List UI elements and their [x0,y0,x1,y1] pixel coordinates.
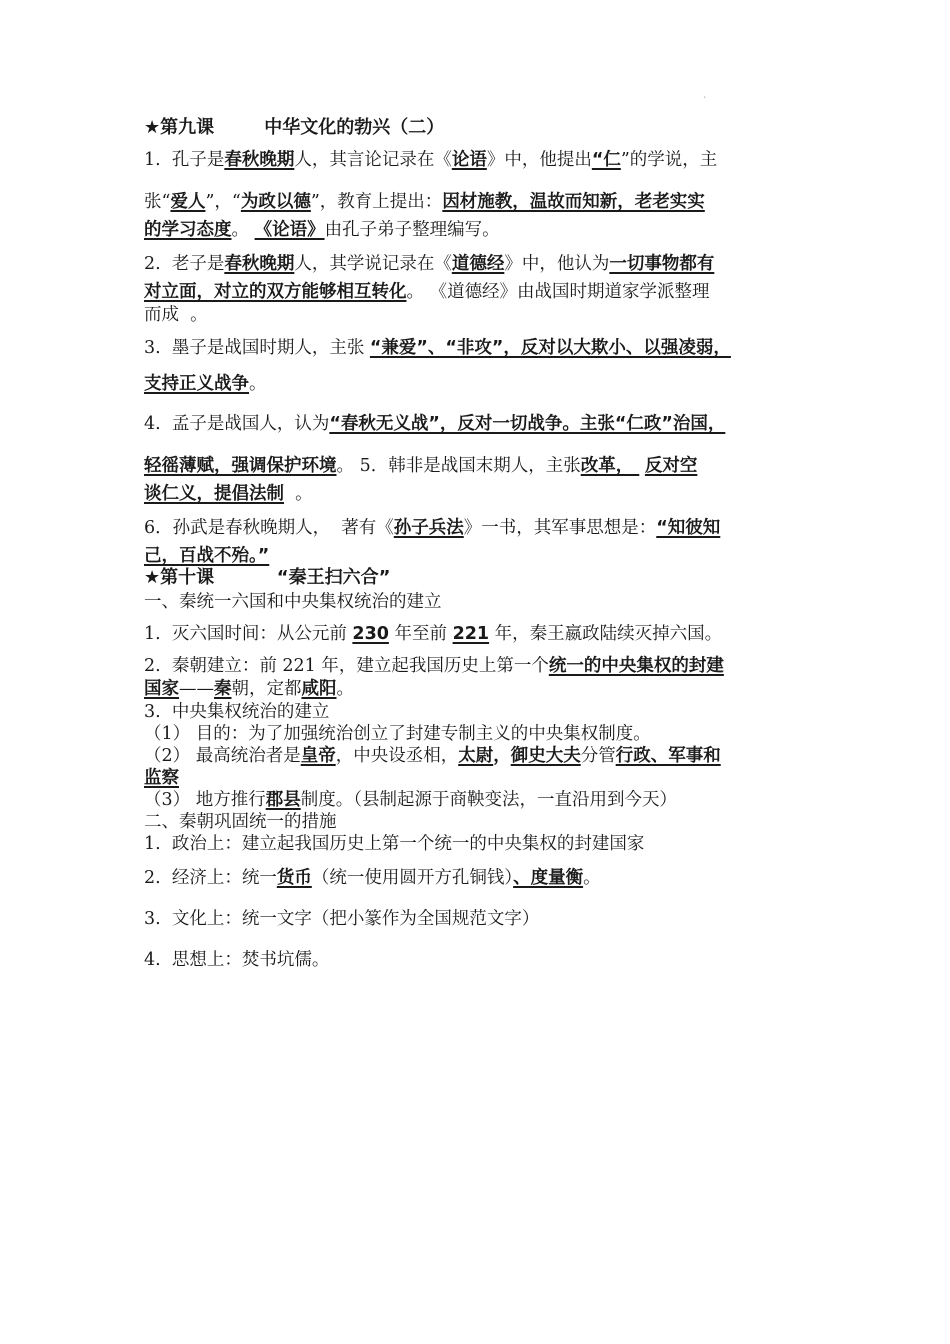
text-line [144,788,824,812]
body-text: 1. 政治上：建立起我国历史上第一个统一的中央集权的封建国家 [144,834,645,854]
key-term: 230 [352,624,389,644]
body-text: 而成 。 [144,305,208,325]
body-text: ，中央设丞相， [335,746,459,766]
key-term: 春秋晚期 [224,150,295,170]
key-term: 221 [452,624,490,644]
key-term: 行政、军事和 [615,746,721,766]
key-term: 太尉 [458,746,494,766]
body-text: 》一书，其军事思想是： [463,518,657,538]
body-text: 3. 文化上：统一文字（把小篆作为全国规范文字） [144,909,540,929]
key-term: 监察 [144,768,179,788]
bold-text: ， [493,746,511,766]
body-text: 6．孙武是春秋晚期人， 著有《 [144,518,394,538]
text-line [144,700,824,724]
body-text: 3. 中央集权统治的建立 [144,702,330,722]
key-term: 支持正义战争 [144,374,249,394]
body-text: 由孔子弟子整理编写。 [324,220,500,240]
text-line [144,544,824,568]
key-term: 反对空 [644,456,698,476]
body-text: （2） 最高统治者是 [144,746,301,766]
text-line [144,948,824,972]
text-line [144,832,824,856]
text-line [144,907,824,931]
body-text: 。 [583,868,601,888]
text-line [144,303,824,327]
key-term: 国家 [144,679,179,699]
key-term: 春秋晚期 [224,254,295,274]
key-term: “兼爱”、“非攻”，反对以大欺小、以强凌弱， [369,338,731,358]
body-text: （1） 目的：为了加强统治创立了封建专制主义的中央集权制度。 [144,724,651,744]
key-term: 皇帝 [300,746,336,766]
body-text: （统一使用圆开方孔铜钱） [311,868,514,888]
key-term: 爱人 [170,192,206,212]
body-text: 年，秦王嬴政陆续灭掉六国。 [489,624,723,644]
key-term: 因材施教，温故而知新，老老实实 [442,192,705,212]
body-text: 。 [249,374,267,394]
body-text: （3） 地方推行 [144,790,266,810]
text-line [144,810,824,834]
key-term: “仁 [591,150,621,170]
text-line [144,148,824,172]
text-line [144,454,824,478]
body-text: 二、秦朝巩固统一的措施 [144,812,337,832]
key-term: 谈仁义，提倡法制 [144,484,284,504]
body-text: 4. 思想上：焚书坑儒。 [144,950,330,970]
key-term: 论语 [451,150,487,170]
lesson-heading: 中华文化的勃兴（二） [214,117,445,138]
lesson-heading: ★第九课 [144,117,215,138]
body-text: 。 [231,220,255,240]
text-line [144,412,824,436]
key-term: 孙子兵法 [393,518,464,538]
text-line [144,566,824,590]
key-term: 郡县 [265,790,301,810]
key-term: 轻徭薄赋，强调保护环境 [144,456,337,476]
text-line [144,482,824,506]
body-text: 》中，他提出 [486,150,592,170]
body-text: ”的学说，主 [620,150,718,170]
text-line [144,766,824,790]
body-text: 2. 秦朝建立：前 221 年，建立起我国历史上第一个 [144,656,549,676]
key-term: “知彼知 [656,518,721,538]
key-term: 货币 [276,868,312,888]
body-text: 。 《道德经》由战国时期道家学派整理 [406,282,710,302]
body-text: ”，教育上提出： [310,192,443,212]
body-text: 4. 孟子是战国人，认为 [144,414,330,434]
key-term: 改革， [580,456,640,476]
text-line [144,744,824,768]
key-term: 对立面，对立的双方能够相互转化 [144,282,407,302]
body-text: 制度。（县制起源于商鞅变法，一直沿用到今天） [300,790,677,810]
body-text: 2. 老子是 [144,254,225,274]
text-line [144,866,824,890]
text-line [144,590,824,614]
body-text: 分管 [580,746,616,766]
key-term: 咸阳 [301,679,337,699]
body-text: 人，其言论记录在《 [294,150,452,170]
text-line [144,336,824,360]
lesson-heading: ★第十课 [144,567,215,588]
key-term: “春秋无义战”，反对一切战争。主张“仁政”治国， [329,414,726,434]
corner-mark: ` [703,96,707,105]
text-line [144,654,824,678]
key-term: 《论语》 [254,220,325,240]
body-text: 。 5．韩非是战国末期人，主张 [336,456,581,476]
key-term: 为政以德 [240,192,311,212]
body-text: 。 [284,484,313,504]
body-text: 张“ [144,192,171,212]
body-text: 3. 墨子是战国时期人，主张 [144,338,370,358]
text-line [144,516,824,540]
body-text: ”，“ [205,192,241,212]
key-term: 御史大夫 [510,746,581,766]
text-line [144,722,824,746]
text-line [144,677,824,701]
text-line [144,280,824,304]
body-text: 1. 灭六国时间：从公元前 [144,624,353,644]
text-line [144,190,824,214]
key-term: 秦 [214,679,232,699]
body-text: 朝，定都 [231,679,302,699]
key-term: 的学习态度 [144,220,232,240]
text-line [144,116,824,140]
key-term: 、度量衡 [513,868,584,888]
text-line [144,372,824,396]
lesson-heading: “秦王扫六合” [214,567,391,588]
body-text: 。 [336,679,354,699]
key-term: 一切事物都有 [609,254,715,274]
text-line [144,252,824,276]
body-text: 人，其学说记录在《 [294,254,452,274]
key-term: 道德经 [451,254,505,274]
body-text: 年至前 [388,624,453,644]
body-text: 2. 经济上：统一 [144,868,277,888]
key-term: 己，百战不殆。” [144,546,270,566]
text-line [144,218,824,242]
body-text: —— [179,679,214,699]
key-term: 统一的中央集权的封建 [548,656,724,676]
text-line [144,622,824,646]
body-text: 一、秦统一六国和中央集权统治的建立 [144,592,442,612]
body-text: 》中，他认为 [504,254,610,274]
body-text: 1. 孔子是 [144,150,225,170]
